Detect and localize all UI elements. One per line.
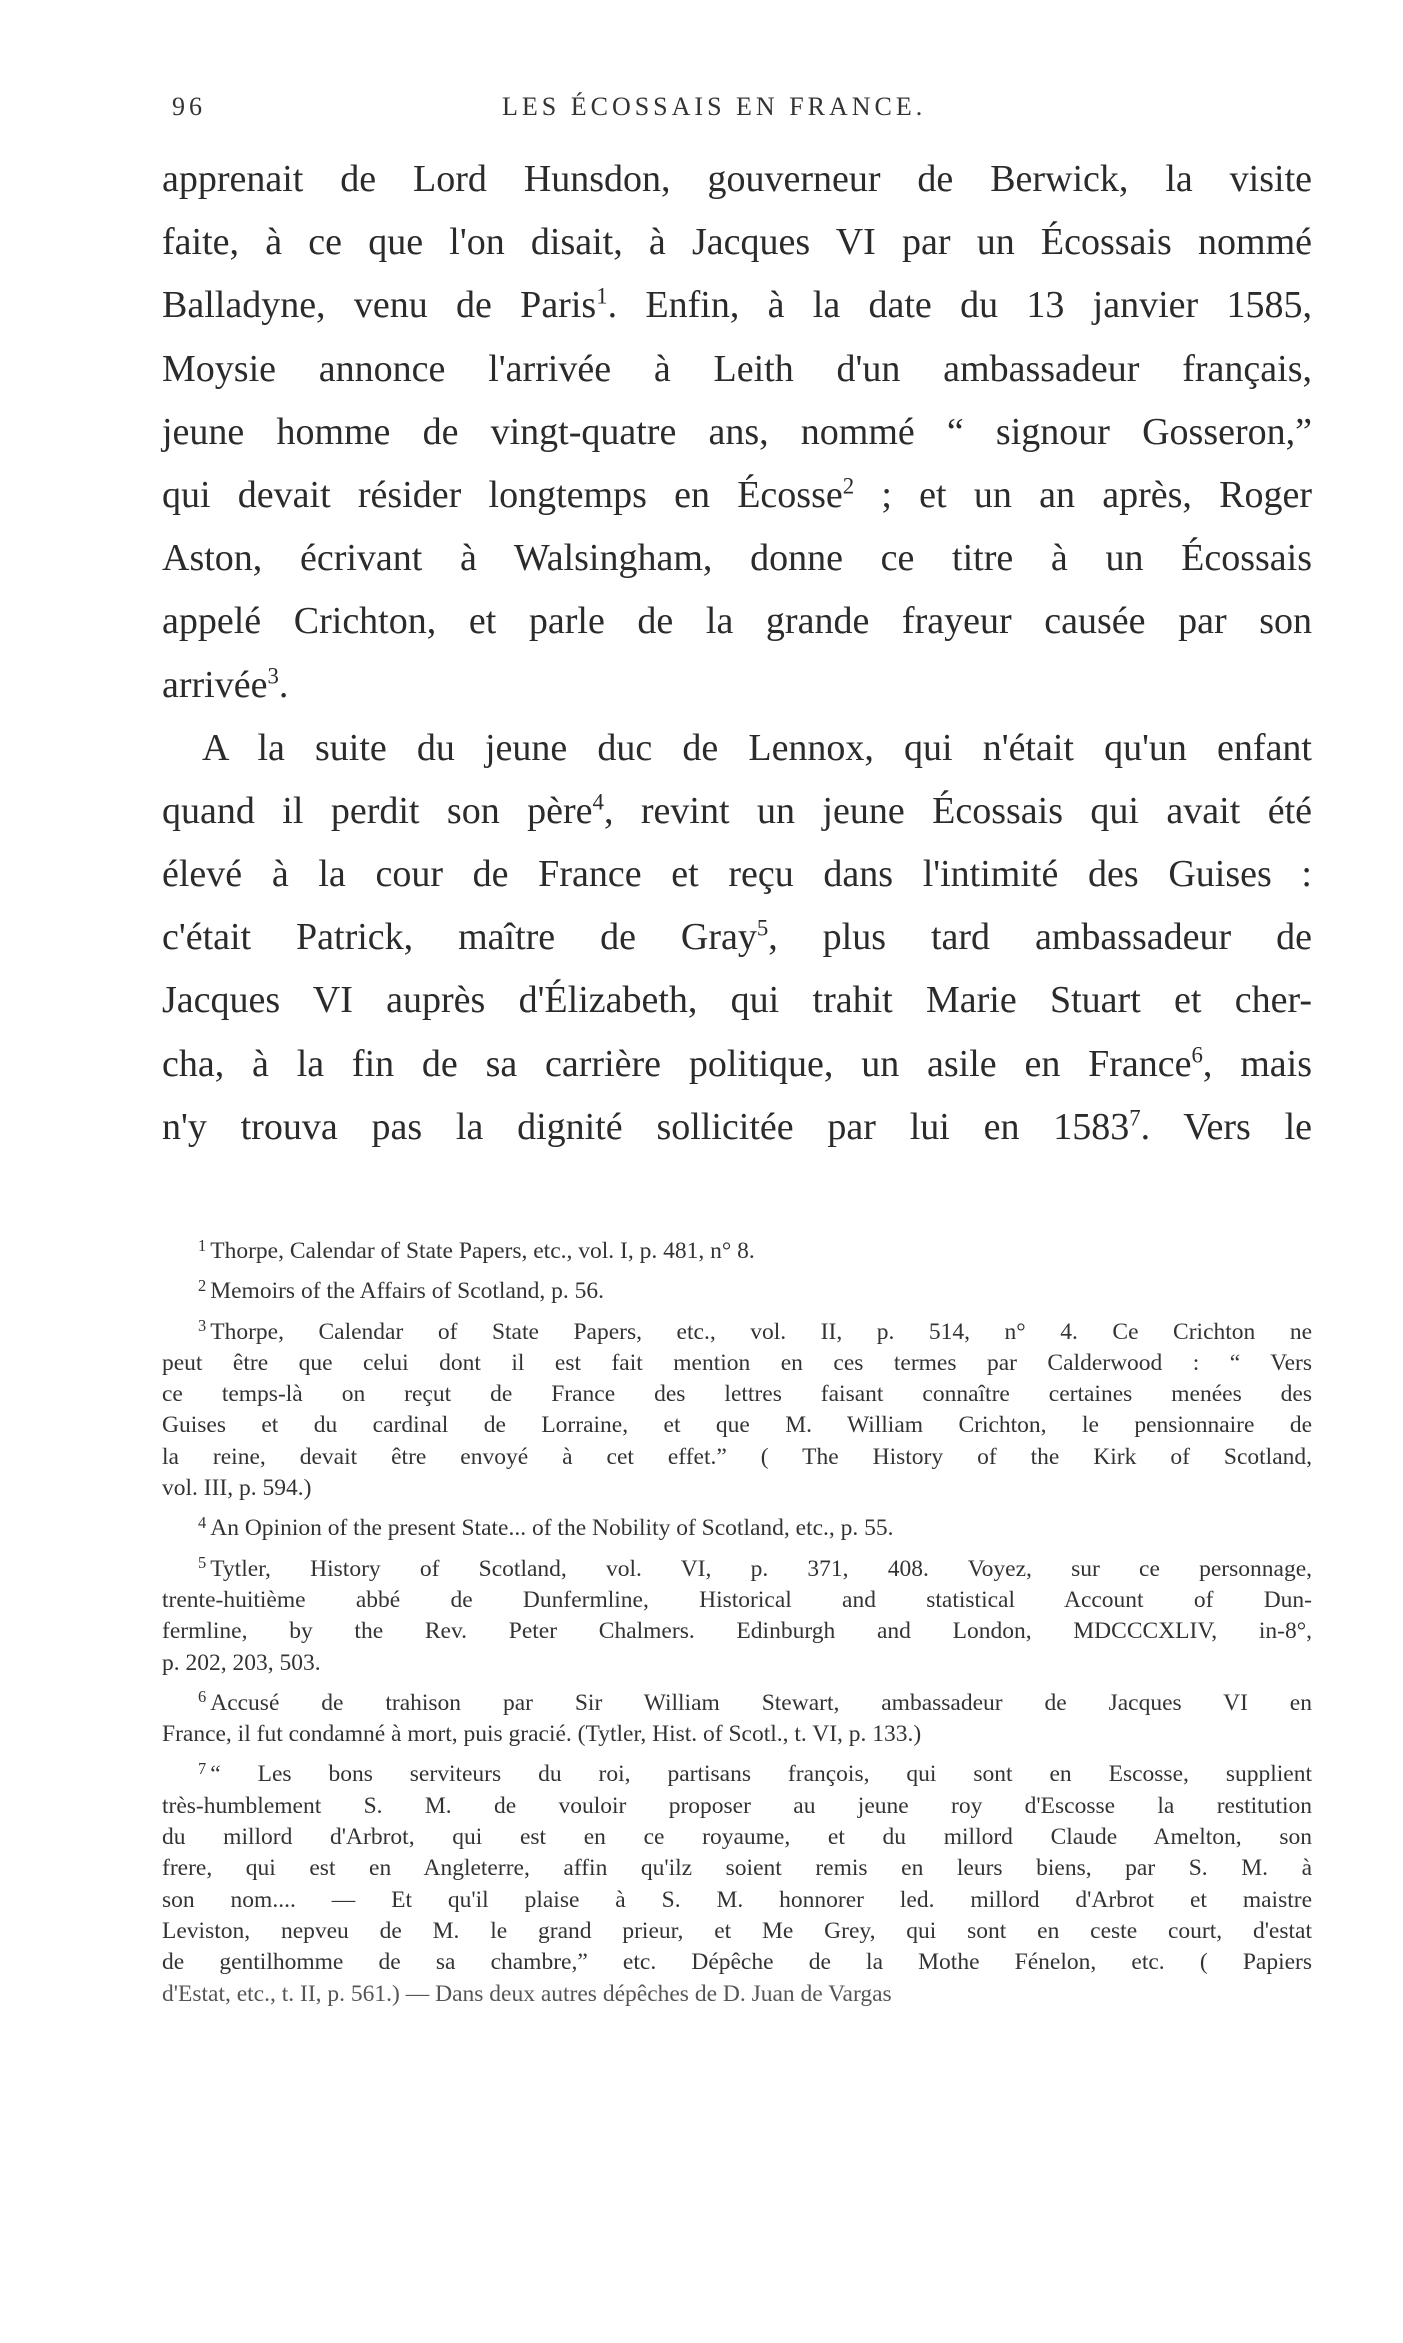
footnote-text: Guises et du cardinal de Lorraine, et que M. William Crichton, le pensionnaire de <box>162 1412 1312 1439</box>
footnote-number: 3 <box>198 1316 207 1336</box>
footnote-reference: 3 <box>267 662 279 688</box>
text-line <box>162 274 1312 337</box>
text-line: Moysie annonce l'arrivée à Leith d'un ambassadeur français, <box>162 347 1312 390</box>
footnote-number: 6 <box>198 1687 207 1707</box>
text-line: faite, à ce que l'on disait, à Jacques VI par un Écossais nommé <box>162 221 1312 264</box>
footnote <box>162 1236 1312 1267</box>
footnote-text: An Opinion of the present State... of the Nobility of Scotland, etc., p. 55. <box>210 1515 894 1542</box>
text-line: Aston, écrivant à Walsingham, donne ce titre à un Écossais <box>162 537 1312 580</box>
text-segment: ; et un an après, Roger <box>854 473 1312 516</box>
text-segment: , plus tard ambassadeur de <box>768 916 1312 959</box>
footnote-text: ce temps-là on reçut de France des lettres faisant connaître certaines menées des <box>162 1381 1312 1408</box>
footnote-reference: 5 <box>756 915 769 941</box>
footnote-number: 4 <box>198 1512 207 1532</box>
footnote-reference: 4 <box>592 789 604 815</box>
main-text <box>162 148 1312 1159</box>
footnote-text: trente-huitième abbé de Dunfermline, Historical and statistical Account of Dun- <box>162 1586 1312 1613</box>
footnote-text: son nom.... — Et qu'il plaise à S. M. honnorer led. millord d'Arbrot et maistre <box>162 1886 1312 1913</box>
text-line: Jacques VI auprès d'Élizabeth, qui trahit Marie Stuart et cher- <box>162 979 1312 1022</box>
footnote-line <box>162 1822 1312 1853</box>
text-line: apprenait de Lord Hunsdon, gouverneur de Berwick, la visite <box>162 158 1312 200</box>
text-segment: n'y trouva pas la dignité sollicitée par lui en 1583 <box>162 1105 1130 1148</box>
footnote-text: de gentilhomme de sa chambre,” etc. Dépêche de la Mothe Fénelon, etc. ( Papiers <box>162 1949 1312 1976</box>
running-title: LES ÉCOSSAIS EN FRANCE. <box>502 92 927 121</box>
footnote-text: d'Estat, etc., t. II, p. 561.) — Dans deux autres dépêches de D. Juan de Vargas <box>162 1980 892 2007</box>
text-segment: . Vers le <box>1140 1105 1312 1148</box>
footnote-text: “ Les bons serviteurs du roi, partisans françois, qui sont en Escosse, supplient <box>210 1761 1312 1788</box>
text-segment: qui devait résider longtemps en Écosse <box>162 473 843 516</box>
footnote-reference: 1 <box>596 283 608 309</box>
text-line: jeune homme de vingt-quatre ans, nommé “ signour Gosseron,” <box>162 410 1312 453</box>
footnote-text: Tytler, History of Scotland, vol. VI, p. 371, 408. Voyez, sur ce personnage, <box>210 1555 1312 1582</box>
footnote-number: 2 <box>198 1275 207 1295</box>
text-segment: quand il perdit son père <box>162 789 593 832</box>
footnote-reference: 7 <box>1129 1105 1141 1131</box>
footnote-reference: 2 <box>842 473 855 499</box>
footnote-text: la reine, devait être envoyé à cet effet.” ( The History of the Kirk of Scotland, <box>162 1443 1312 1470</box>
text-segment: , revint un jeune Écossais qui avait été <box>603 789 1312 832</box>
text-segment: c'était Patrick, maître de Gray <box>162 916 757 959</box>
footnote-line <box>162 1513 1312 1544</box>
footnote-line <box>162 1947 1312 1978</box>
text-segment: Balladyne, venu de Paris <box>162 284 597 327</box>
page-number: 96 <box>172 92 206 121</box>
text-line <box>162 780 1312 843</box>
footnote-line <box>162 1759 1312 1790</box>
footnote-line <box>162 1916 1312 1947</box>
footnote-line <box>162 1442 1312 1473</box>
text-segment: , mais <box>1202 1042 1312 1085</box>
footnote-line <box>162 1853 1312 1884</box>
text-line <box>162 906 1312 969</box>
footnote-number: 7 <box>198 1759 207 1779</box>
text-line <box>162 1096 1312 1159</box>
footnote <box>162 1513 1312 1544</box>
running-header <box>162 92 1312 132</box>
text-segment: cha, à la fin de sa carrière politique, un asile en France <box>162 1042 1192 1085</box>
footnote-text: frere, qui est en Angleterre, affin qu'ilz soient remis en leurs biens, par S. M. à <box>162 1855 1312 1882</box>
footnote-number: 1 <box>198 1235 207 1255</box>
footnote-line <box>162 1317 1312 1348</box>
text-line: élevé à la cour de France et reçu dans l'intimité des Guises : <box>162 853 1312 896</box>
footnote-line <box>162 1719 1312 1750</box>
footnote-text: du millord d'Arbrot, qui est en ce royaume, et du millord Claude Amelton, son <box>162 1824 1312 1851</box>
footnote-number: 5 <box>198 1553 207 1573</box>
footnote-text: Leviston, nepveu de M. le grand prieur, et Me Grey, qui sont en ceste court, d'estat <box>162 1917 1312 1944</box>
footnote-line <box>162 1410 1312 1441</box>
footnote-line <box>162 1979 1312 2010</box>
footnote-line <box>162 1348 1312 1379</box>
text-line: A la suite du jeune duc de Lennox, qui n'était qu'un enfant <box>202 726 1312 769</box>
footnote-line <box>162 1236 1312 1267</box>
text-line <box>162 654 1312 717</box>
text-segment: . <box>278 663 289 706</box>
text-line <box>162 1033 1312 1096</box>
text-line <box>162 464 1312 527</box>
footnote-text: vol. III, p. 594.) <box>162 1475 312 1502</box>
footnote-text: très-humblement S. M. de vouloir proposer au jeune roy d'Escosse la restitution <box>162 1792 1312 1819</box>
footnote-text: p. 202, 203, 503. <box>162 1649 321 1676</box>
footnote-line <box>162 1616 1312 1647</box>
footnote-text: Thorpe, Calendar of State Papers, etc., vol. II, p. 514, n° 4. Ce Crichton ne <box>210 1318 1312 1345</box>
footnote-line <box>162 1885 1312 1916</box>
footnote <box>162 1276 1312 1307</box>
footnote-line <box>162 1276 1312 1307</box>
footnote <box>162 1317 1312 1505</box>
text-segment: . Enfin, à la date du 13 janvier 1585, <box>607 284 1312 327</box>
footnote-text: peut être que celui dont il est fait mention en ces termes par Calderwood : “ Vers <box>162 1349 1312 1376</box>
footnote-line <box>162 1648 1312 1679</box>
footnote-line <box>162 1554 1312 1585</box>
footnote-line <box>162 1379 1312 1410</box>
footnote-reference: 6 <box>1191 1041 1203 1067</box>
text-line: appelé Crichton, et parle de la grande frayeur causée par son <box>162 600 1312 643</box>
footnote <box>162 1759 1312 2009</box>
footnote-line <box>162 1791 1312 1822</box>
footnote-line <box>162 1585 1312 1616</box>
footnotes <box>162 1236 1312 2010</box>
footnote-text: France, il fut condamné à mort, puis gracié. (Tytler, Hist. of Scotl., t. VI, p. 133.) <box>162 1721 922 1748</box>
footnote-text: Memoirs of the Affairs of Scotland, p. 56. <box>210 1278 605 1305</box>
footnote-text: Accusé de trahison par Sir William Stewart, ambassadeur de Jacques VI en <box>210 1689 1312 1716</box>
footnote-line <box>162 1688 1312 1719</box>
footnote-text: fermline, by the Rev. Peter Chalmers. Edinburgh and London, MDCCCXLIV, in-8°, <box>162 1618 1312 1645</box>
footnote <box>162 1554 1312 1679</box>
footnote-line <box>162 1473 1312 1504</box>
footnote <box>162 1688 1312 1751</box>
footnote-text: Thorpe, Calendar of State Papers, etc., vol. I, p. 481, n° 8. <box>210 1238 755 1264</box>
text-segment: arrivée <box>162 663 268 706</box>
